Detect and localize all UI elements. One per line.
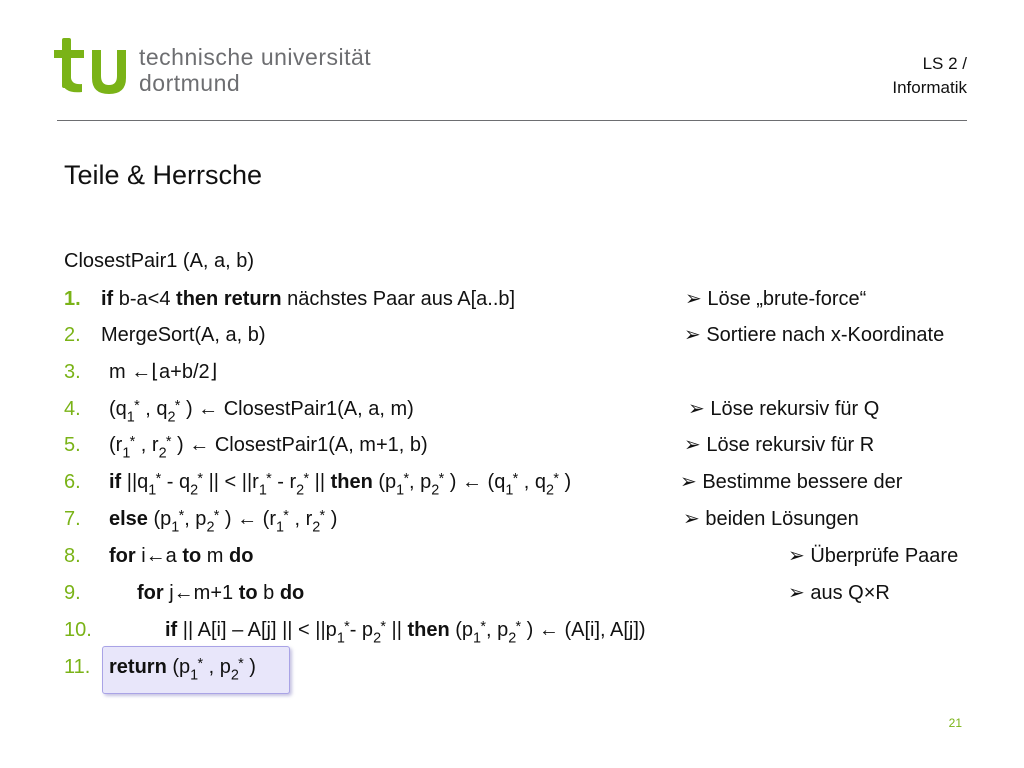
line-note — [684, 322, 944, 348]
note-text: Sortiere nach x-Koordinate — [706, 324, 945, 346]
arrowhead-bullet-icon: ➢ — [685, 288, 702, 310]
line-number: 1. — [64, 288, 81, 310]
line-note — [688, 396, 879, 422]
line-code: m ←⌊a+b/2⌋ — [109, 361, 218, 383]
line-note — [684, 432, 874, 458]
line-note — [685, 286, 866, 312]
logo-text-line1: technische universität — [139, 44, 372, 70]
header-divider — [57, 120, 967, 121]
line-note — [680, 469, 902, 495]
line-number: 2. — [64, 324, 81, 346]
line-code: ($q_1^*$ , $q_2^*$ ) ← ClosestPair1(A, a, m) — [109, 397, 414, 426]
chair-label-line2: Informatik — [892, 78, 967, 97]
note-text: Überprüfe Paare — [810, 545, 959, 567]
algorithm-line-9 — [0, 580, 1024, 606]
algorithm-line-7 — [0, 506, 1024, 536]
line-code: if b-a<4 then return nächstes Paar aus A[a..b] — [101, 288, 516, 310]
note-text: beiden Lösungen — [705, 508, 859, 530]
note-text: aus Q×R — [810, 582, 890, 604]
arrowhead-bullet-icon: ➢ — [684, 434, 701, 456]
tu-logo-icon — [54, 38, 134, 96]
line-code: for j←m+1 to b do — [137, 582, 305, 604]
algorithm-line-5 — [0, 432, 1024, 462]
line-number: 10. — [64, 619, 92, 641]
line-number: 8. — [64, 545, 81, 567]
algorithm-line-4 — [0, 396, 1024, 426]
line-note — [788, 543, 958, 569]
arrowhead-bullet-icon: ➢ — [688, 398, 705, 420]
line-number: 6. — [64, 471, 81, 493]
algorithm-line-2 — [0, 322, 1024, 348]
line-number: 4. — [64, 398, 81, 420]
algorithm-line-8 — [0, 543, 1024, 569]
note-text: Löse rekursiv für Q — [710, 398, 880, 420]
line-number: 11. — [64, 656, 91, 678]
algorithm-signature: ClosestPair1 (A, a, b) — [64, 250, 255, 272]
line-code: for i←a to m do — [109, 545, 254, 567]
line-code: else ($p_1^*$, $p_2^*$ ) ← ($r_1^*$ , $r_2^*$ ) — [109, 507, 338, 536]
logo-text-line2: dortmund — [139, 70, 241, 96]
note-text: Bestimme bessere der — [702, 471, 903, 493]
algorithm-line-6 — [0, 469, 1024, 499]
line-note — [683, 506, 859, 532]
line-number: 9. — [64, 582, 81, 604]
arrowhead-bullet-icon: ➢ — [683, 508, 700, 530]
line-code: ($r_1^*$ , $r_2^*$ ) ← ClosestPair1(A, m+1, b) — [109, 433, 428, 462]
arrowhead-bullet-icon: ➢ — [680, 471, 697, 493]
algorithm-line-3 — [0, 359, 1024, 385]
slide-title: Teile & Herrsche — [64, 160, 263, 190]
line-number: 7. — [64, 508, 81, 530]
line-code: MergeSort(A, a, b) — [101, 324, 266, 346]
line-number: 3. — [64, 361, 81, 383]
note-text: Löse rekursiv für R — [706, 434, 875, 456]
algorithm-line-11 — [0, 654, 1024, 684]
line-code: return ($p_1^*$ , $p_2^*$ ) — [109, 655, 256, 684]
arrowhead-bullet-icon: ➢ — [788, 545, 805, 567]
line-code: if || A[i] – A[j] || < $||p_1^*-$ $p_2^*$ || then ($p_1^*$, $p_2^*$ ) ← (A[i], A[j]) — [165, 618, 646, 647]
note-text: Löse „brute-force“ — [707, 288, 867, 310]
line-number: 5. — [64, 434, 81, 456]
line-note — [788, 580, 890, 606]
algorithm-line-10 — [0, 617, 1024, 647]
page-number: 21 — [948, 716, 962, 730]
chair-label-line1: LS 2 / — [922, 54, 967, 73]
arrowhead-bullet-icon: ➢ — [788, 582, 805, 604]
arrowhead-bullet-icon: ➢ — [684, 324, 701, 346]
algorithm-line-1 — [0, 286, 1024, 312]
line-code: if $||q_1^* - q_2^*$ || < $||r_1^* - r_2^*$ || then ($p_1^*$, $p_2^*$ ) ← ($q_1^*$ , $q_2^*$ ) — [109, 470, 572, 499]
